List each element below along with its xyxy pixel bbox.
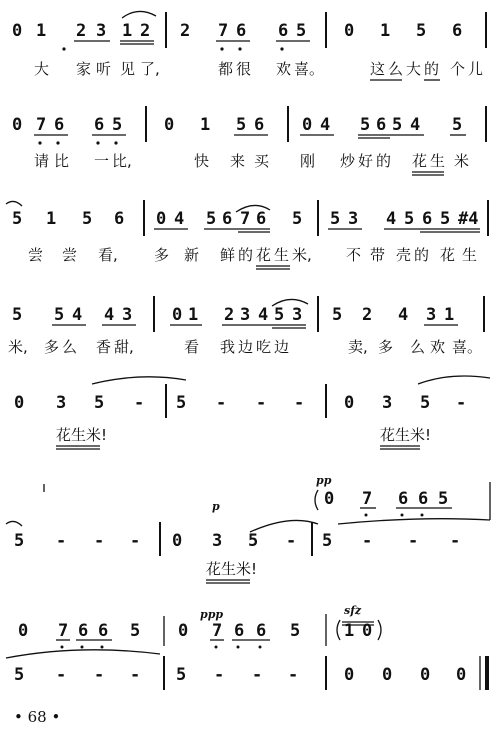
note: 5 — [14, 665, 25, 685]
lyric: 花 — [256, 246, 272, 264]
note: 5 — [420, 393, 431, 413]
lyric: 看, — [98, 246, 118, 264]
upper-note: 0 — [324, 489, 335, 509]
staff-row-2 — [12, 106, 486, 175]
staff-row-3 — [6, 200, 488, 269]
low-dot — [215, 646, 218, 649]
note: 5 — [176, 393, 187, 413]
bracket — [315, 490, 318, 510]
lyric: 请 — [34, 152, 50, 170]
note: 7 — [218, 21, 229, 41]
slur — [122, 11, 156, 18]
note: 2 — [224, 305, 235, 325]
lyric: 买 — [254, 152, 270, 170]
note: 0 — [14, 393, 25, 413]
lyric: 尝 — [62, 246, 78, 264]
lyric: 都 — [218, 60, 234, 78]
lyric: 么 — [62, 338, 78, 356]
note: 3 — [292, 305, 303, 325]
upper-note: 0 — [18, 621, 29, 641]
low-dot — [62, 47, 65, 50]
lyric: 多 — [378, 338, 394, 356]
lyric: 吃 — [256, 338, 272, 356]
upper-note: 7 — [362, 489, 373, 509]
low-dot — [61, 646, 64, 649]
note: 1 — [380, 21, 391, 41]
lyric: 的 — [238, 246, 254, 264]
note: 2 — [140, 21, 151, 41]
upper-note: 6 — [78, 621, 89, 641]
note: 0 — [344, 393, 355, 413]
tie — [418, 376, 490, 384]
note: 0 — [456, 665, 467, 685]
note: 3 — [212, 531, 223, 551]
lyric: 多 — [154, 246, 170, 264]
note: 6 — [114, 209, 125, 229]
note: 6 — [256, 209, 267, 229]
note: 5 — [12, 305, 23, 325]
note: 4 — [72, 305, 83, 325]
lyric: 卖, — [348, 338, 368, 356]
lyric: 快 — [194, 152, 210, 170]
lyric: 甜, — [114, 338, 134, 356]
note: 6 — [222, 209, 233, 229]
note: 6 — [452, 21, 463, 41]
note: 5 — [274, 305, 285, 325]
staff-row-5 — [14, 376, 490, 449]
staff-row-7 — [6, 604, 487, 690]
lyric: 多 — [44, 338, 60, 356]
note: 3 — [240, 305, 251, 325]
low-dot — [401, 514, 404, 517]
low-dot — [101, 646, 104, 649]
dynamic-mark: p — [212, 500, 220, 513]
note: - — [286, 531, 297, 551]
lyric: 听 — [96, 60, 112, 78]
note: 2 — [362, 305, 373, 325]
lyric: 好 — [358, 152, 374, 170]
lyric: 喜。 — [294, 60, 325, 78]
upper-note: 7 — [58, 621, 69, 641]
low-dot — [56, 141, 59, 144]
low-dot — [238, 47, 241, 50]
lyric: 么 — [410, 338, 426, 356]
dynamic-mark: ppp — [200, 608, 224, 621]
note: - — [134, 393, 145, 413]
note: 0 — [12, 115, 23, 135]
note: 6 — [376, 115, 387, 135]
staff-row-4 — [8, 296, 484, 356]
note: 0 — [12, 21, 23, 41]
note: 5 — [330, 209, 341, 229]
lyric: 儿 — [468, 60, 484, 78]
note: 4 — [320, 115, 331, 135]
note: 3 — [96, 21, 107, 41]
upper-note: 6 — [98, 621, 109, 641]
lyric: 生 — [274, 246, 290, 264]
lyric: 花生米! — [206, 560, 258, 578]
lyric: 边 — [274, 338, 290, 356]
note: 3 — [56, 393, 67, 413]
note: 4 — [258, 305, 269, 325]
note: - — [362, 531, 373, 551]
note: 4 — [410, 115, 421, 135]
lyric: 新 — [184, 246, 200, 264]
lyric: 大 — [34, 60, 50, 78]
upper-note: 5 — [438, 489, 449, 509]
upper-note: 5 — [130, 621, 141, 641]
bracket — [337, 620, 340, 640]
low-dot — [38, 141, 41, 144]
lyric: 了, — [140, 60, 160, 78]
lyric: 比, — [112, 152, 132, 170]
lyric: 边 — [238, 338, 254, 356]
note: 5 — [332, 305, 343, 325]
lyric: 的 — [424, 60, 440, 78]
note: - — [252, 665, 263, 685]
lyric: 的 — [414, 246, 430, 264]
note: 5 — [94, 393, 105, 413]
note: 5 — [452, 115, 463, 135]
note: 0 — [172, 305, 183, 325]
note: - — [56, 531, 67, 551]
low-dot — [96, 141, 99, 144]
note: 1 — [36, 21, 47, 41]
upper-note: 6 — [418, 489, 429, 509]
note: 5 — [322, 531, 333, 551]
note: 5 — [82, 209, 93, 229]
note: 0 — [344, 21, 355, 41]
note: 0 — [164, 115, 175, 135]
note: 1 — [188, 305, 199, 325]
note: 5 — [112, 115, 123, 135]
lyric: 香 — [96, 338, 112, 356]
note: 1 — [200, 115, 211, 135]
note: 5 — [392, 115, 403, 135]
upper-note: 6 — [234, 621, 245, 641]
note: - — [288, 665, 299, 685]
note: - — [450, 531, 461, 551]
note: 3 — [348, 209, 359, 229]
note: - — [94, 665, 105, 685]
note: 5 — [12, 209, 23, 229]
note: - — [408, 531, 419, 551]
staff-row-6 — [6, 474, 490, 583]
lyric: 这 — [370, 60, 386, 78]
note: 5 — [296, 21, 307, 41]
upper-note: 6 — [398, 489, 409, 509]
lyric: 尝 — [28, 246, 44, 264]
note: - — [294, 393, 305, 413]
note: - — [214, 665, 225, 685]
low-dot — [220, 47, 223, 50]
upper-note: 6 — [256, 621, 267, 641]
note: 6 — [94, 115, 105, 135]
upper-note: 5 — [290, 621, 301, 641]
note: 6 — [254, 115, 265, 135]
low-dot — [421, 514, 424, 517]
upper-note: 1 — [344, 621, 355, 641]
lyric: 欢 — [430, 338, 446, 356]
note: 5 — [248, 531, 259, 551]
lyric: 看 — [184, 338, 200, 356]
lyric: 炒 — [340, 152, 356, 170]
note: 4 — [104, 305, 115, 325]
lyric: 么 — [388, 60, 404, 78]
note: 6 — [236, 21, 247, 41]
note: 5 — [206, 209, 217, 229]
note: - — [130, 531, 141, 551]
lyric: 的 — [376, 152, 392, 170]
lyric: 个 — [450, 60, 466, 78]
lyric: 花生米! — [380, 426, 432, 444]
low-dot — [81, 646, 84, 649]
lyric: 花 — [440, 246, 456, 264]
low-dot — [280, 47, 283, 50]
note: 2 — [76, 21, 87, 41]
note: 1 — [444, 305, 455, 325]
note: 0 — [344, 665, 355, 685]
note: - — [216, 393, 227, 413]
lyric: 壳 — [396, 246, 412, 264]
low-dot — [237, 646, 240, 649]
note: 3 — [122, 305, 133, 325]
note: - — [130, 665, 141, 685]
note: 4 — [174, 209, 185, 229]
note: 2 — [180, 21, 191, 41]
lyric: 米, — [292, 246, 312, 264]
note: 5 — [176, 665, 187, 685]
note: 5 — [54, 305, 65, 325]
dynamic-mark: pp — [316, 474, 332, 487]
tie — [92, 377, 186, 384]
low-dot — [259, 646, 262, 649]
lyric: 带 — [370, 246, 386, 264]
note: 7 — [36, 115, 47, 135]
lyric: 生 — [462, 246, 478, 264]
dynamic-mark: sfz — [344, 604, 362, 617]
tie — [338, 519, 490, 524]
lyric: 欢 — [276, 60, 292, 78]
upper-note: 7 — [212, 621, 223, 641]
upper-note: 0 — [178, 621, 189, 641]
lyric: 比 — [54, 152, 70, 170]
tie — [250, 520, 318, 532]
lyric: 生 — [430, 152, 446, 170]
note: 6 — [278, 21, 289, 41]
tie — [6, 201, 22, 206]
note: 5 — [360, 115, 371, 135]
note: 5 — [236, 115, 247, 135]
note: 1 — [46, 209, 57, 229]
note: 4 — [386, 209, 397, 229]
tie — [6, 521, 22, 526]
note: 1 — [122, 21, 133, 41]
lyric: 米, — [8, 338, 28, 356]
note: 4 — [398, 305, 409, 325]
note: - — [56, 665, 67, 685]
lyric: 见 — [120, 60, 136, 78]
note: 3 — [426, 305, 437, 325]
note: 3 — [382, 393, 393, 413]
page-number: • 68 • — [14, 708, 61, 726]
note: 0 — [382, 665, 393, 685]
note: 6 — [422, 209, 433, 229]
note: 5 — [416, 21, 427, 41]
lyric: 不 — [346, 246, 362, 264]
note: - — [94, 531, 105, 551]
low-dot — [114, 141, 117, 144]
note: - — [456, 393, 467, 413]
bracket — [378, 620, 381, 640]
lyric: 刚 — [300, 152, 316, 170]
note: 6 — [54, 115, 65, 135]
lyric: 花 — [412, 152, 428, 170]
note: - — [256, 393, 267, 413]
lyric: 来 — [230, 152, 246, 170]
low-dot — [365, 514, 368, 517]
note: 0 — [156, 209, 167, 229]
note: 5 — [14, 531, 25, 551]
lyric: 家 — [76, 60, 92, 78]
lyric: 花生米! — [56, 426, 108, 444]
lyric: 我 — [220, 338, 236, 356]
note: 5 — [292, 209, 303, 229]
note: #4 — [458, 209, 479, 229]
upper-note: 0 — [362, 621, 373, 641]
staff-row-1 — [12, 11, 486, 80]
lyric: 一 — [94, 152, 110, 170]
note: 5 — [440, 209, 451, 229]
note: 5 — [404, 209, 415, 229]
note: 7 — [240, 209, 251, 229]
lyric: 大 — [406, 60, 422, 78]
note: 0 — [420, 665, 431, 685]
lyric: 很 — [236, 60, 252, 78]
lyric: 米 — [454, 152, 470, 170]
note: 0 — [172, 531, 183, 551]
lyric: 鲜 — [220, 246, 236, 264]
note: 0 — [302, 115, 313, 135]
tie — [6, 650, 160, 658]
lyric: 喜。 — [452, 338, 483, 356]
